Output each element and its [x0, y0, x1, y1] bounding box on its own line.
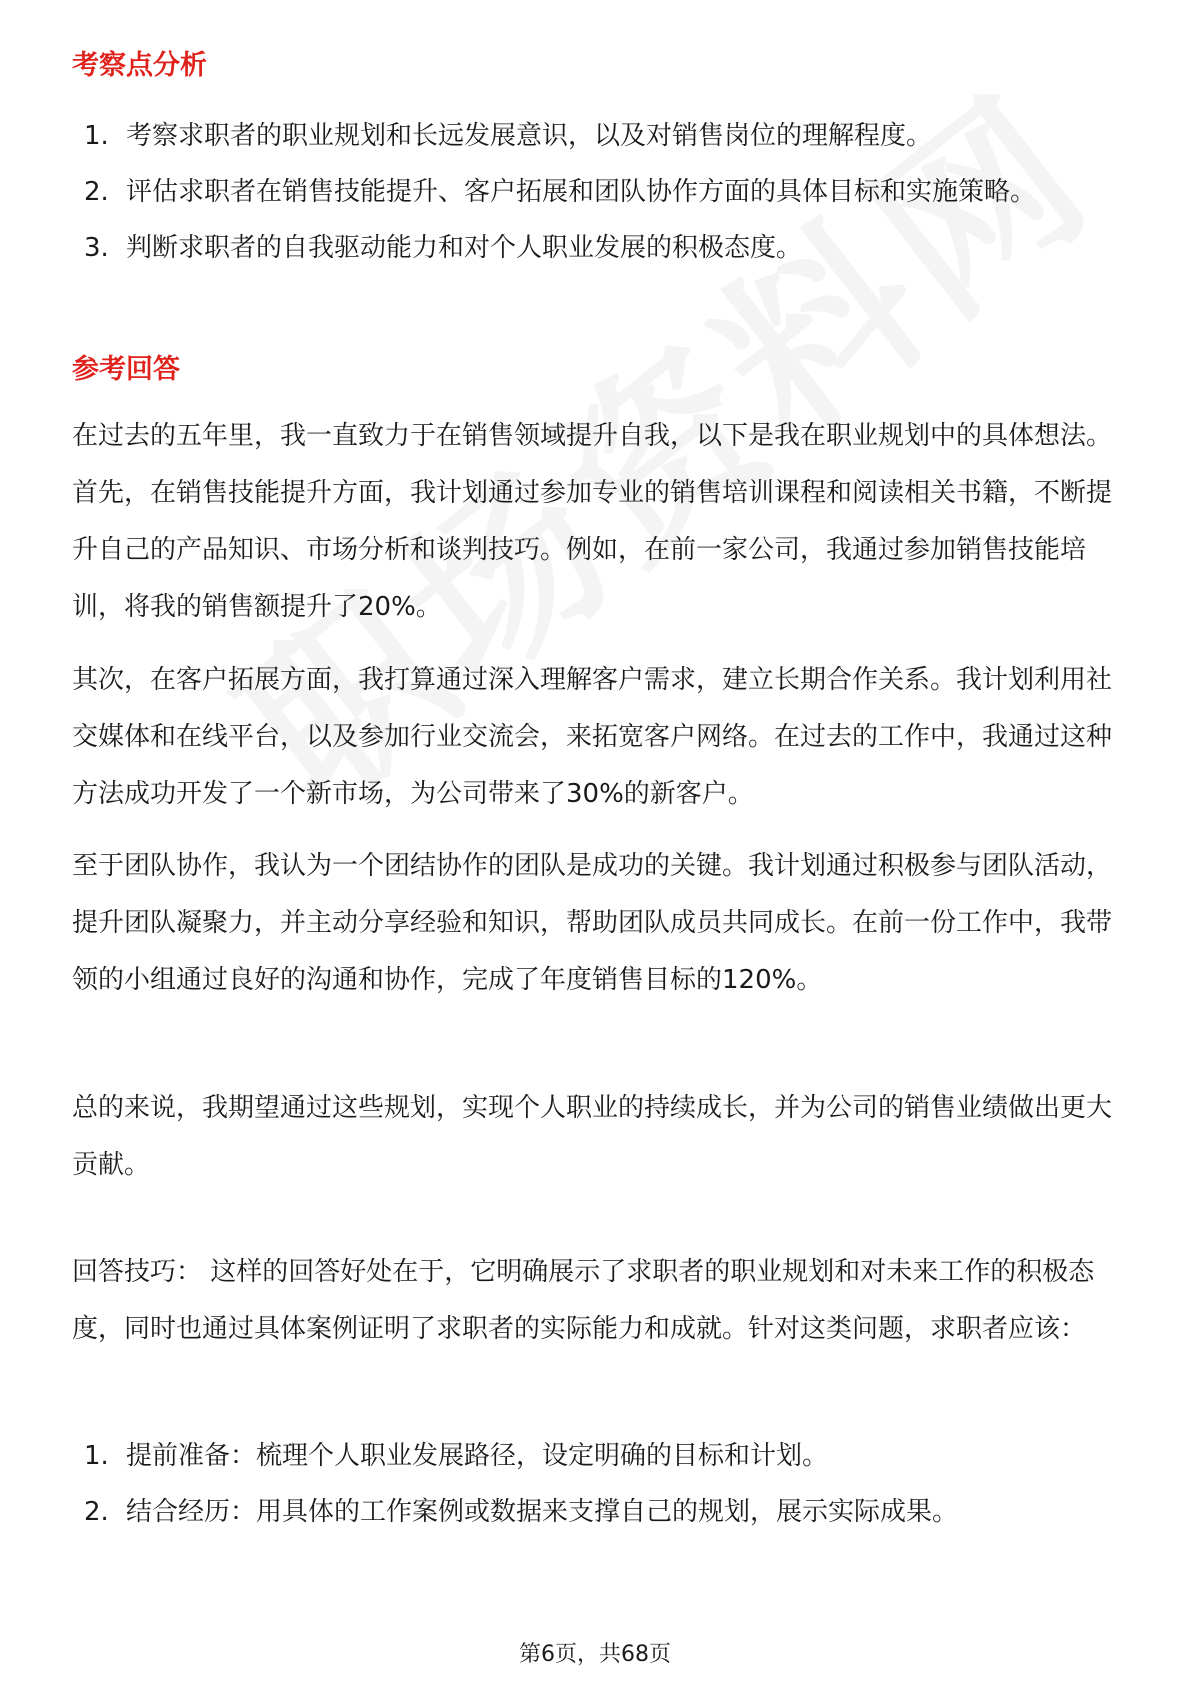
list-number: 2. — [84, 177, 109, 207]
list-item — [72, 108, 1122, 164]
list-item-text: 结合经历：用具体的工作案例或数据来支撑自己的规划，展示实际成果。 — [126, 1497, 959, 1527]
analysis-list — [72, 108, 1122, 276]
answer-paragraph: 至于团队协作，我认为一个团结协作的团队是成功的关键。我计划通过积极参与团队活动，提升团队凝聚力，并主动分享经验和知识，帮助团队成员共同成长。在前一份工作中，我带领的小组通过良好的沟通和协作，完成了年度销售目标的120%。 — [72, 851, 1113, 995]
list-item-text: 提前准备：梳理个人职业发展路径，设定明确的目标和计划。 — [126, 1441, 829, 1471]
list-item — [72, 220, 1122, 276]
page-footer: 第6页，共68页 — [519, 1642, 671, 1667]
section-title-analysis: 考察点分析 — [72, 50, 207, 81]
tips-list — [72, 1428, 1122, 1540]
list-item-text: 评估求职者在销售技能提升、客户拓展和团队协作方面的具体目标和实施策略。 — [126, 177, 1037, 207]
list-item-text: 判断求职者的自我驱动能力和对个人职业发展的积极态度。 — [126, 233, 803, 263]
list-number: 1. — [84, 121, 109, 151]
answer-paragraph: 在过去的五年里，我一直致力于在销售领域提升自我，以下是我在职业规划中的具体想法。首先，在销售技能提升方面，我计划通过参加专业的销售培训课程和阅读相关书籍，不断提升自己的产品知识、市场分析和谈判技巧。例如，在前一家公司，我通过参加销售技能培训，将我的销售额提升了20%。 — [72, 421, 1113, 622]
tips-paragraph: 回答技巧： 这样的回答好处在于，它明确展示了求职者的职业规划和对未来工作的积极态度，同时也通过具体案例证明了求职者的实际能力和成就。针对这类问题，求职者应该： — [72, 1257, 1095, 1344]
section-title-answer: 参考回答 — [72, 354, 180, 385]
answer-paragraph: 总的来说，我期望通过这些规划，实现个人职业的持续成长，并为公司的销售业绩做出更大贡献。 — [72, 1093, 1113, 1180]
answer-paragraph: 其次，在客户拓展方面，我打算通过深入理解客户需求，建立长期合作关系。我计划利用社交媒体和在线平台，以及参加行业交流会，来拓宽客户网络。在过去的工作中，我通过这种方法成功开发了一个新市场，为公司带来了30%的新客户。 — [72, 665, 1113, 809]
list-item — [72, 1484, 1122, 1540]
list-item — [72, 1428, 1122, 1484]
list-number: 2. — [84, 1497, 109, 1527]
list-item-text: 考察求职者的职业规划和长远发展意识，以及对销售岗位的理解程度。 — [126, 121, 933, 151]
list-number: 3. — [84, 233, 109, 263]
list-number: 1. — [84, 1441, 109, 1471]
list-item — [72, 164, 1122, 220]
